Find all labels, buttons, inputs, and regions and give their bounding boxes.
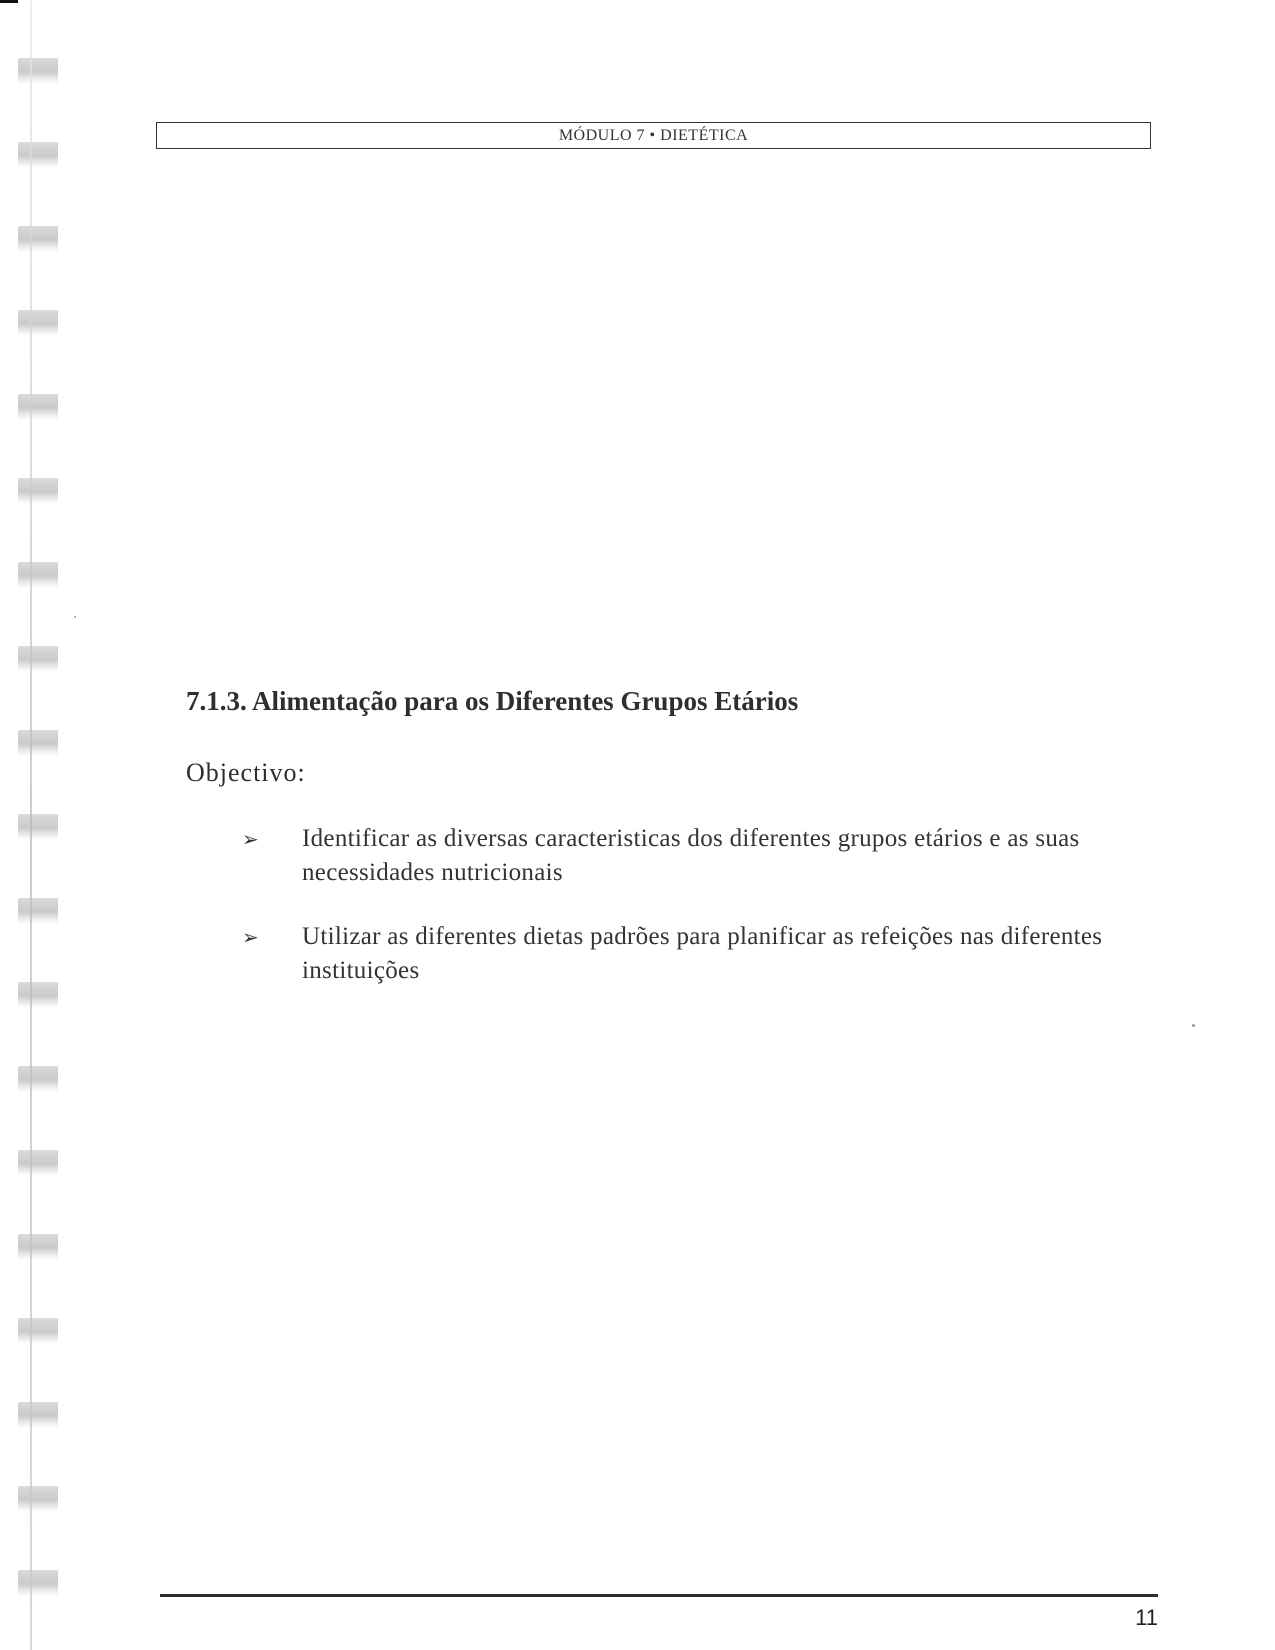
module-header <box>156 122 1151 149</box>
section-title: 7.1.3. Alimentação para os Diferentes Grupos Etários <box>186 686 799 716</box>
module-header-title: MÓDULO 7 • DIETÉTICA <box>558 126 749 144</box>
objective-text: Utilizar as diferentes dietas padrões para planificar as refeições nas diferentes instituições <box>302 923 1103 984</box>
footer-rule <box>160 1594 1158 1597</box>
arrow-bullet-icon: ➢ <box>242 827 259 851</box>
list-item <box>242 920 1162 988</box>
binder-holes-edge <box>18 0 58 1650</box>
scan-speck <box>1192 1024 1195 1027</box>
list-item <box>242 822 1162 890</box>
objectives-list <box>242 822 1162 1018</box>
scan-speck <box>74 616 76 618</box>
scan-corner-mark <box>0 0 18 3</box>
objective-text: Identificar as diversas caracteristicas dos diferentes grupos etários e as suas necessidades nutricionais <box>302 825 1080 886</box>
objective-heading: Objectivo: <box>186 758 306 787</box>
binder-edge-line <box>30 0 32 1650</box>
page-number: 11 <box>1135 1605 1158 1630</box>
arrow-bullet-icon: ➢ <box>242 925 259 949</box>
